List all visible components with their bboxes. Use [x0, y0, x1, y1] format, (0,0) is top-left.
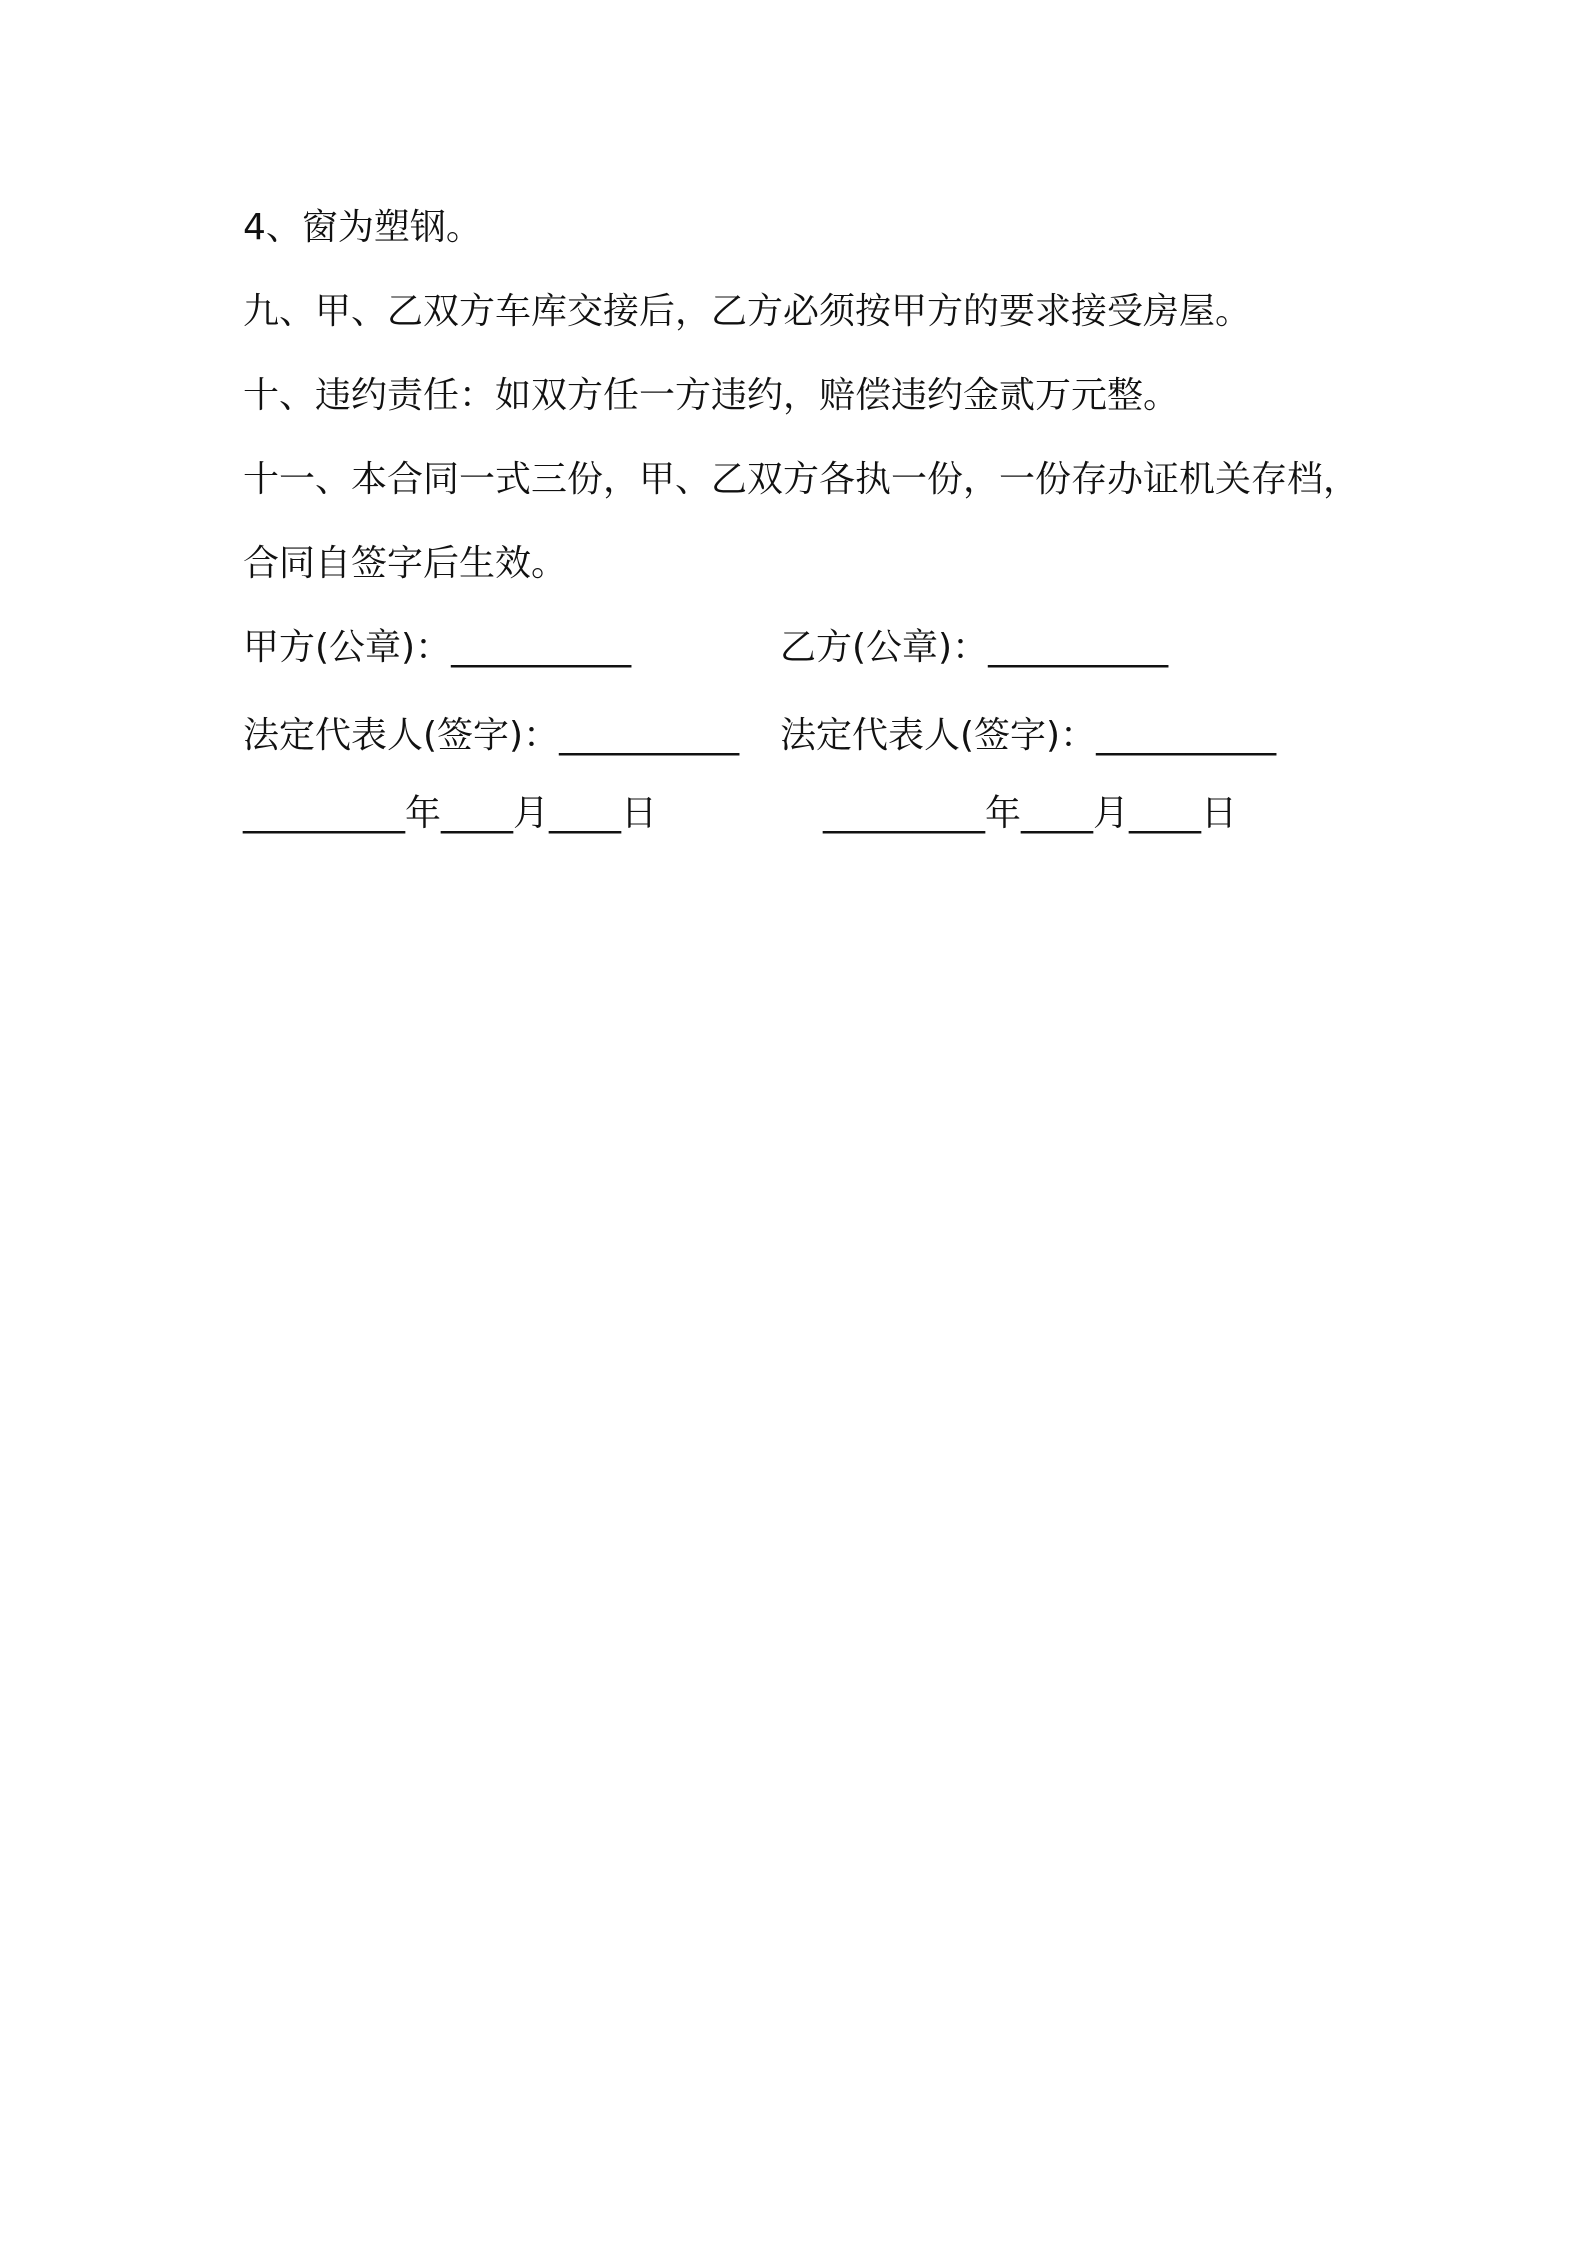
party-b-seal: 乙方(公章)：__________	[780, 627, 1169, 668]
clause-ten: 十、违约责任：如双方任一方违约，赔偿违约金贰万元整。	[243, 375, 1180, 416]
clause-eleven-line1: 十一、本合同一式三份，甲、乙双方各执一份，一份存办证机关存档，	[243, 459, 1360, 500]
party-b-representative: 法定代表人(签字)：__________	[780, 715, 1277, 756]
clause-nine: 九、甲、乙双方车库交接后，乙方必须按甲方的要求接受房屋。	[243, 291, 1252, 332]
party-a-seal: 甲方(公章)：__________	[243, 627, 632, 668]
party-a-date: _________年____月____日	[243, 793, 657, 834]
clause-eleven-line2: 合同自签字后生效。	[243, 543, 568, 584]
clause-window-material: 4、窗为塑钢。	[243, 207, 482, 248]
party-b-date: _________年____月____日	[823, 793, 1237, 834]
party-a-representative: 法定代表人(签字)：__________	[243, 715, 740, 756]
